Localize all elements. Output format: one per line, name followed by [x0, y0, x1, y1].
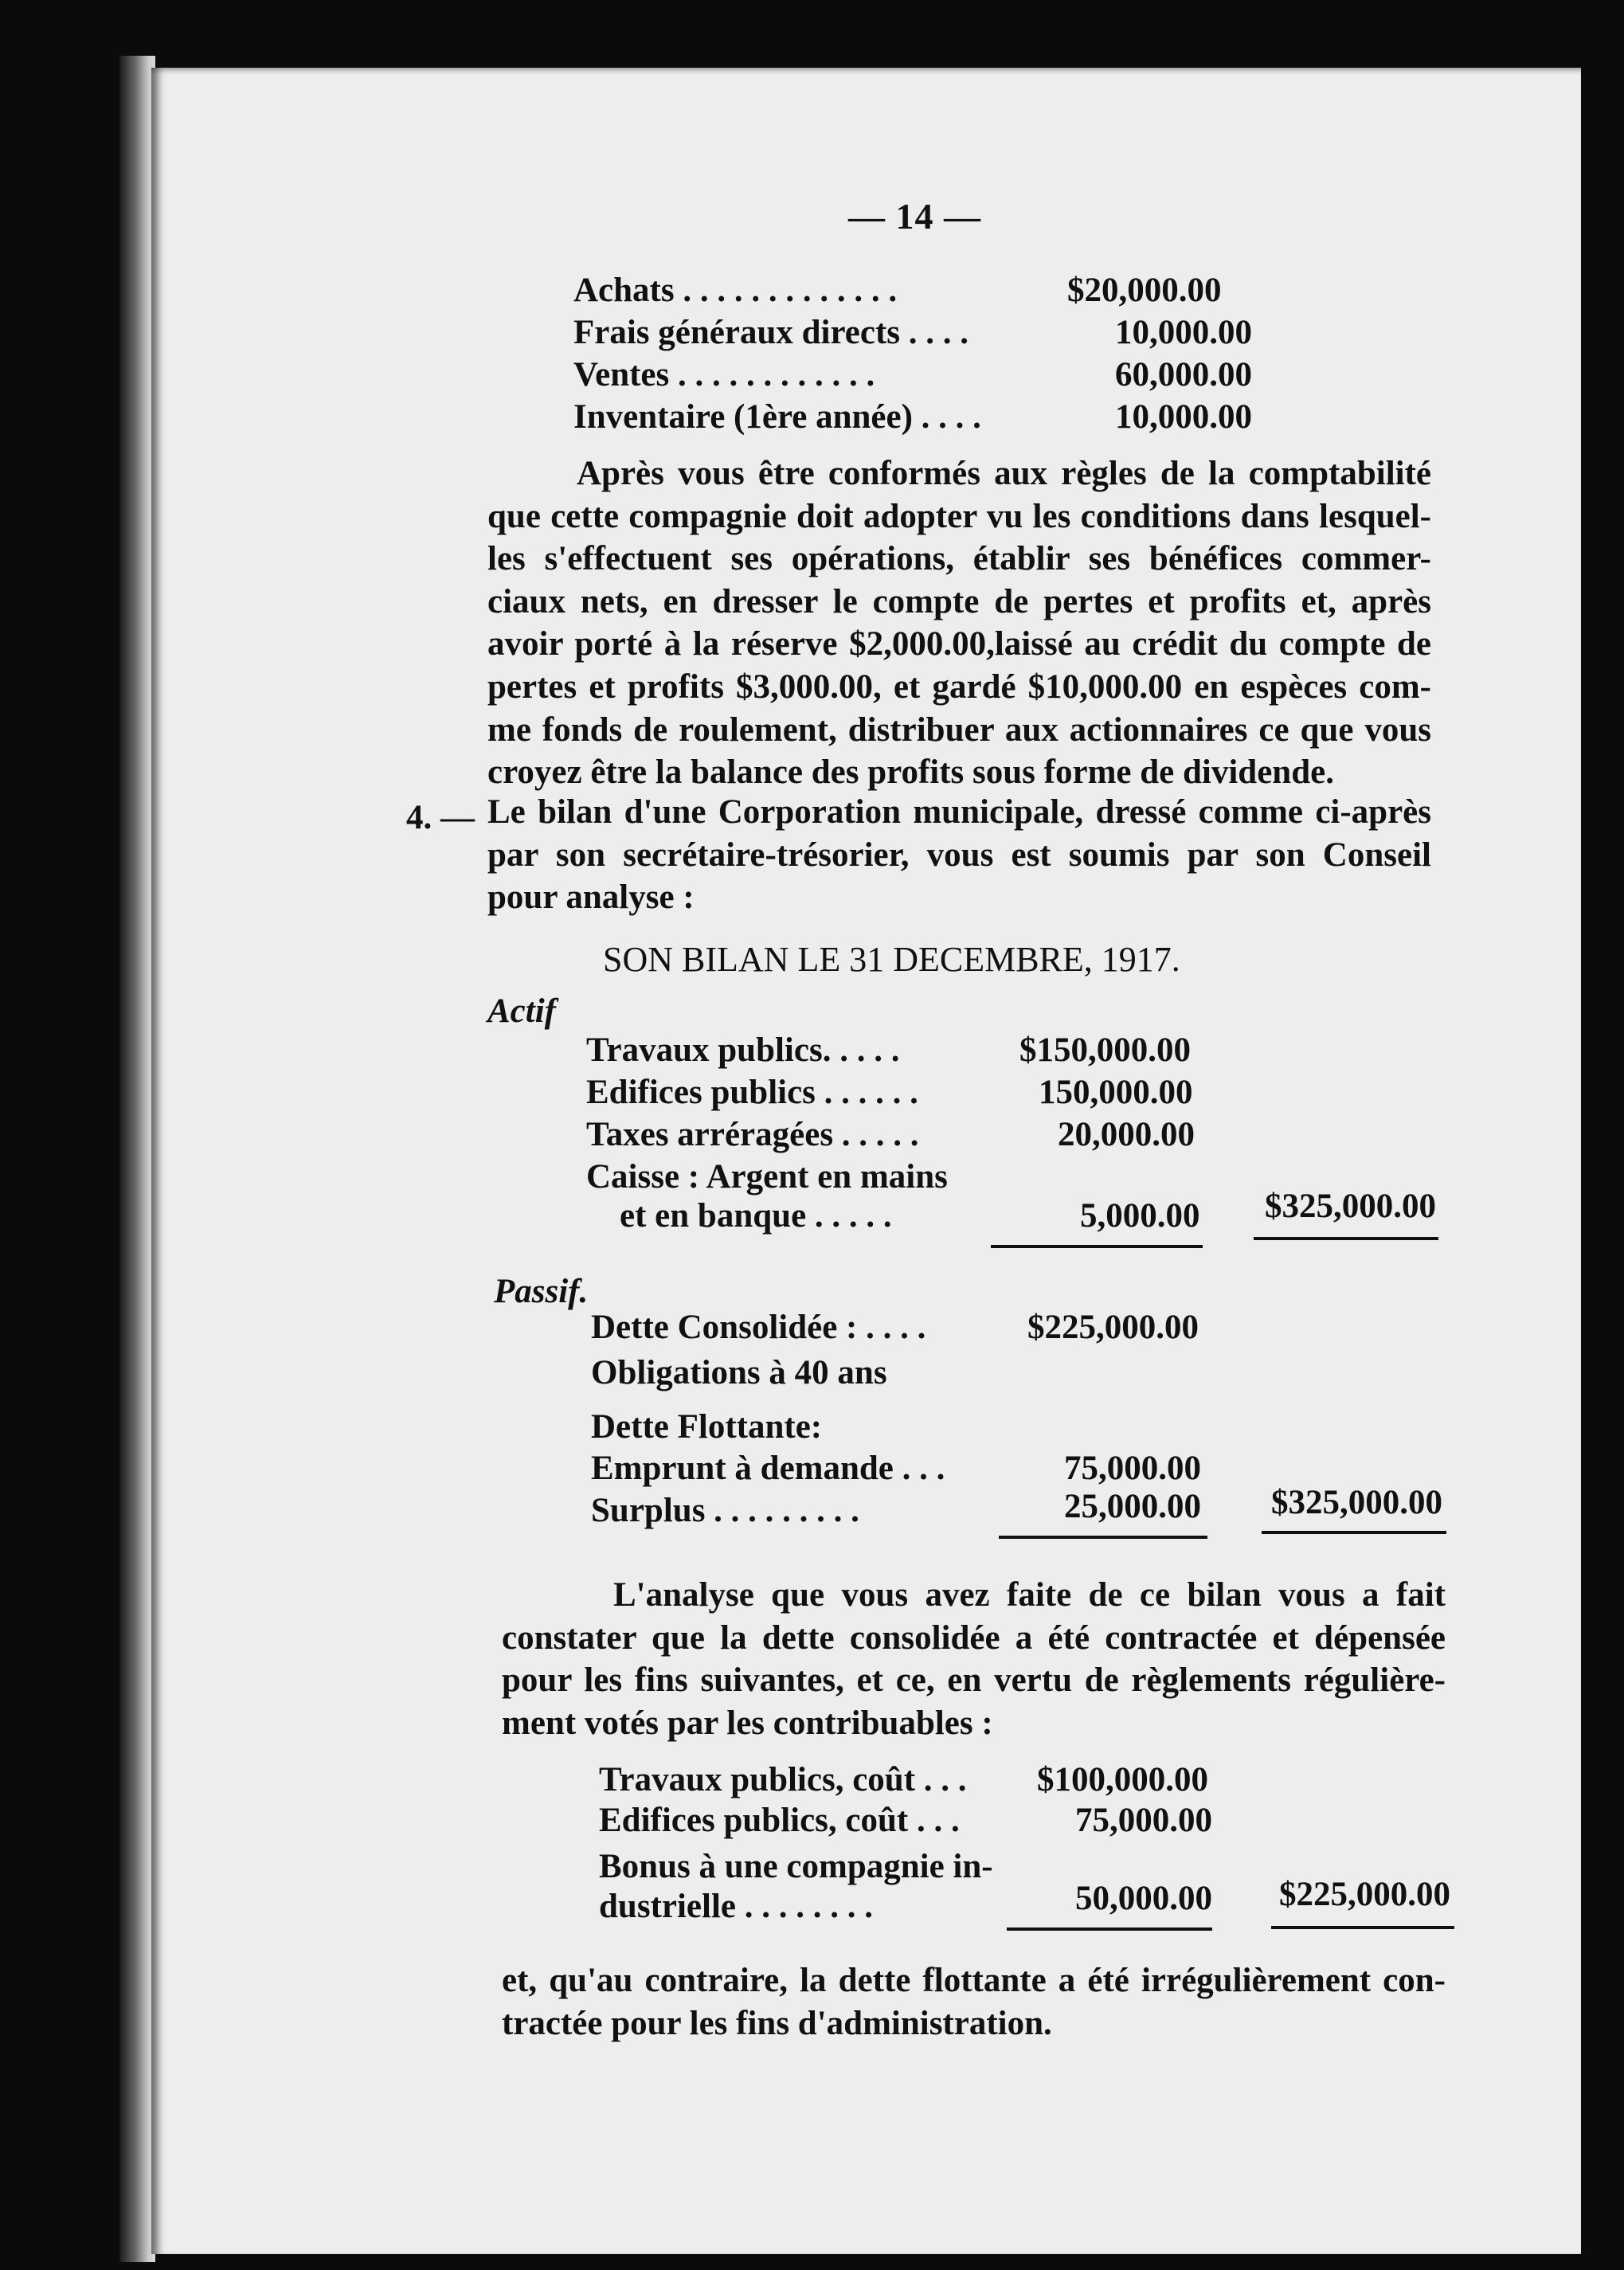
passif-row-label: Dette Flottante: [591, 1408, 823, 1446]
actif-row-amount: 20,000.00 [1058, 1116, 1195, 1153]
rule [1262, 1531, 1446, 1534]
use-row-amount: $100,000.00 [1037, 1761, 1208, 1798]
paragraph-analysis [502, 1574, 1446, 1744]
actif-total: $325,000.00 [1265, 1188, 1436, 1225]
text-line: les s'effectuent ses opérations, établir ses bénéfices commer- [487, 540, 1431, 578]
text-line: pour analyse : [487, 879, 695, 917]
rule [1254, 1237, 1438, 1240]
expense-amount: 10,000.00 [1115, 314, 1252, 351]
actif-row-label: Edifices publics . . . . . . [586, 1074, 918, 1111]
text-line: ment votés par les contribuables : [502, 1704, 993, 1742]
passif-row-label: Emprunt à demande . . . [591, 1450, 945, 1487]
actif-row-amount: $150,000.00 [1019, 1031, 1191, 1069]
rule [991, 1245, 1203, 1248]
text-line: par son secrétaire-trésorier, vous est soumis par son Conseil [487, 836, 1431, 874]
actif-row-label: et en banque . . . . . [620, 1197, 892, 1235]
page-number: — 14 — [848, 196, 981, 237]
item4-text [487, 791, 1431, 919]
use-row-label: Bonus à une compagnie in- [599, 1848, 993, 1885]
use-total: $225,000.00 [1279, 1876, 1450, 1913]
expense-amount: 60,000.00 [1115, 356, 1252, 393]
rule [999, 1536, 1207, 1539]
book-spine [119, 56, 155, 2262]
text-line: et, qu'au contraire, la dette flottante a été irrégulièrement con- [502, 1962, 1446, 1999]
actif-row-label: Travaux publics. . . . . [586, 1031, 900, 1069]
passif-row-label: Obligations à 40 ans [591, 1354, 887, 1391]
actif-row-label: Taxes arréragées . . . . . [586, 1116, 919, 1153]
use-row-amount: 50,000.00 [1075, 1880, 1212, 1917]
text-line: que cette compagnie doit adopter vu les conditions dans lesquel- [487, 497, 1431, 535]
expense-label: Ventes . . . . . . . . . . . . [573, 356, 875, 393]
use-row-label: dustrielle . . . . . . . . [599, 1888, 873, 1925]
item-number: 4. — [406, 799, 475, 836]
text-line: tractée pour les fins d'administration. [502, 2004, 1052, 2042]
passif-row-amount: 25,000.00 [1064, 1488, 1201, 1525]
passif-row-label: Surplus . . . . . . . . . [591, 1492, 859, 1529]
rule [1007, 1928, 1212, 1931]
actif-row-label: Caisse : Argent en mains [586, 1158, 948, 1196]
passif-row-amount: 75,000.00 [1064, 1450, 1201, 1487]
text-line: Le bilan d'une Corporation municipale, dressé comme ci-après [487, 793, 1431, 831]
expense-label: Frais généraux directs . . . . [573, 314, 969, 351]
text-line: croyez être la balance des profits sous forme de dividende. [487, 753, 1334, 792]
passif-row-label: Dette Consolidée : . . . . [591, 1309, 926, 1346]
passif-row-amount: $225,000.00 [1027, 1309, 1199, 1346]
passif-heading: Passif. [494, 1273, 589, 1310]
actif-row-amount: 5,000.00 [1080, 1197, 1200, 1235]
text-line: pertes et profits $3,000.00, et gardé $10,000.00 en espèces com- [487, 667, 1431, 706]
text-line: Après vous être conformés aux règles de la comptabilité [577, 455, 1431, 492]
text-line: me fonds de roulement, distribuer aux actionnaires ce que vous [487, 710, 1431, 749]
text-line: constater que la dette consolidée a été contractée et dépensée [502, 1618, 1446, 1657]
text-line: L'analyse que vous avez faite de ce bilan vous a fait [613, 1576, 1446, 1614]
text-line: pour les fins suivantes, et ce, en vertu de règlements régulière- [502, 1661, 1446, 1700]
expense-amount: $20,000.00 [1067, 272, 1222, 309]
actif-row-amount: 150,000.00 [1039, 1074, 1193, 1111]
expense-label: Achats . . . . . . . . . . . . . [573, 272, 898, 309]
text-line: avoir porté à la réserve $2,000.00,laissé au crédit du compte de [487, 625, 1431, 663]
paragraph-instructions [487, 452, 1431, 794]
use-row-amount: 75,000.00 [1075, 1802, 1212, 1839]
text-line: ciaux nets, en dresser le compte de pertes et profits et, après [487, 582, 1431, 620]
passif-total: $325,000.00 [1271, 1484, 1442, 1521]
bilan-title: SON BILAN LE 31 DECEMBRE, 1917. [603, 940, 1180, 979]
expense-label: Inventaire (1ère année) . . . . [573, 398, 981, 436]
use-row-label: Edifices publics, coût . . . [599, 1802, 960, 1839]
use-row-label: Travaux publics, coût . . . [599, 1761, 967, 1798]
expense-amount: 10,000.00 [1115, 398, 1252, 436]
rule [1271, 1926, 1454, 1929]
paragraph-conclusion [502, 1959, 1446, 2045]
actif-heading: Actif [487, 992, 556, 1030]
